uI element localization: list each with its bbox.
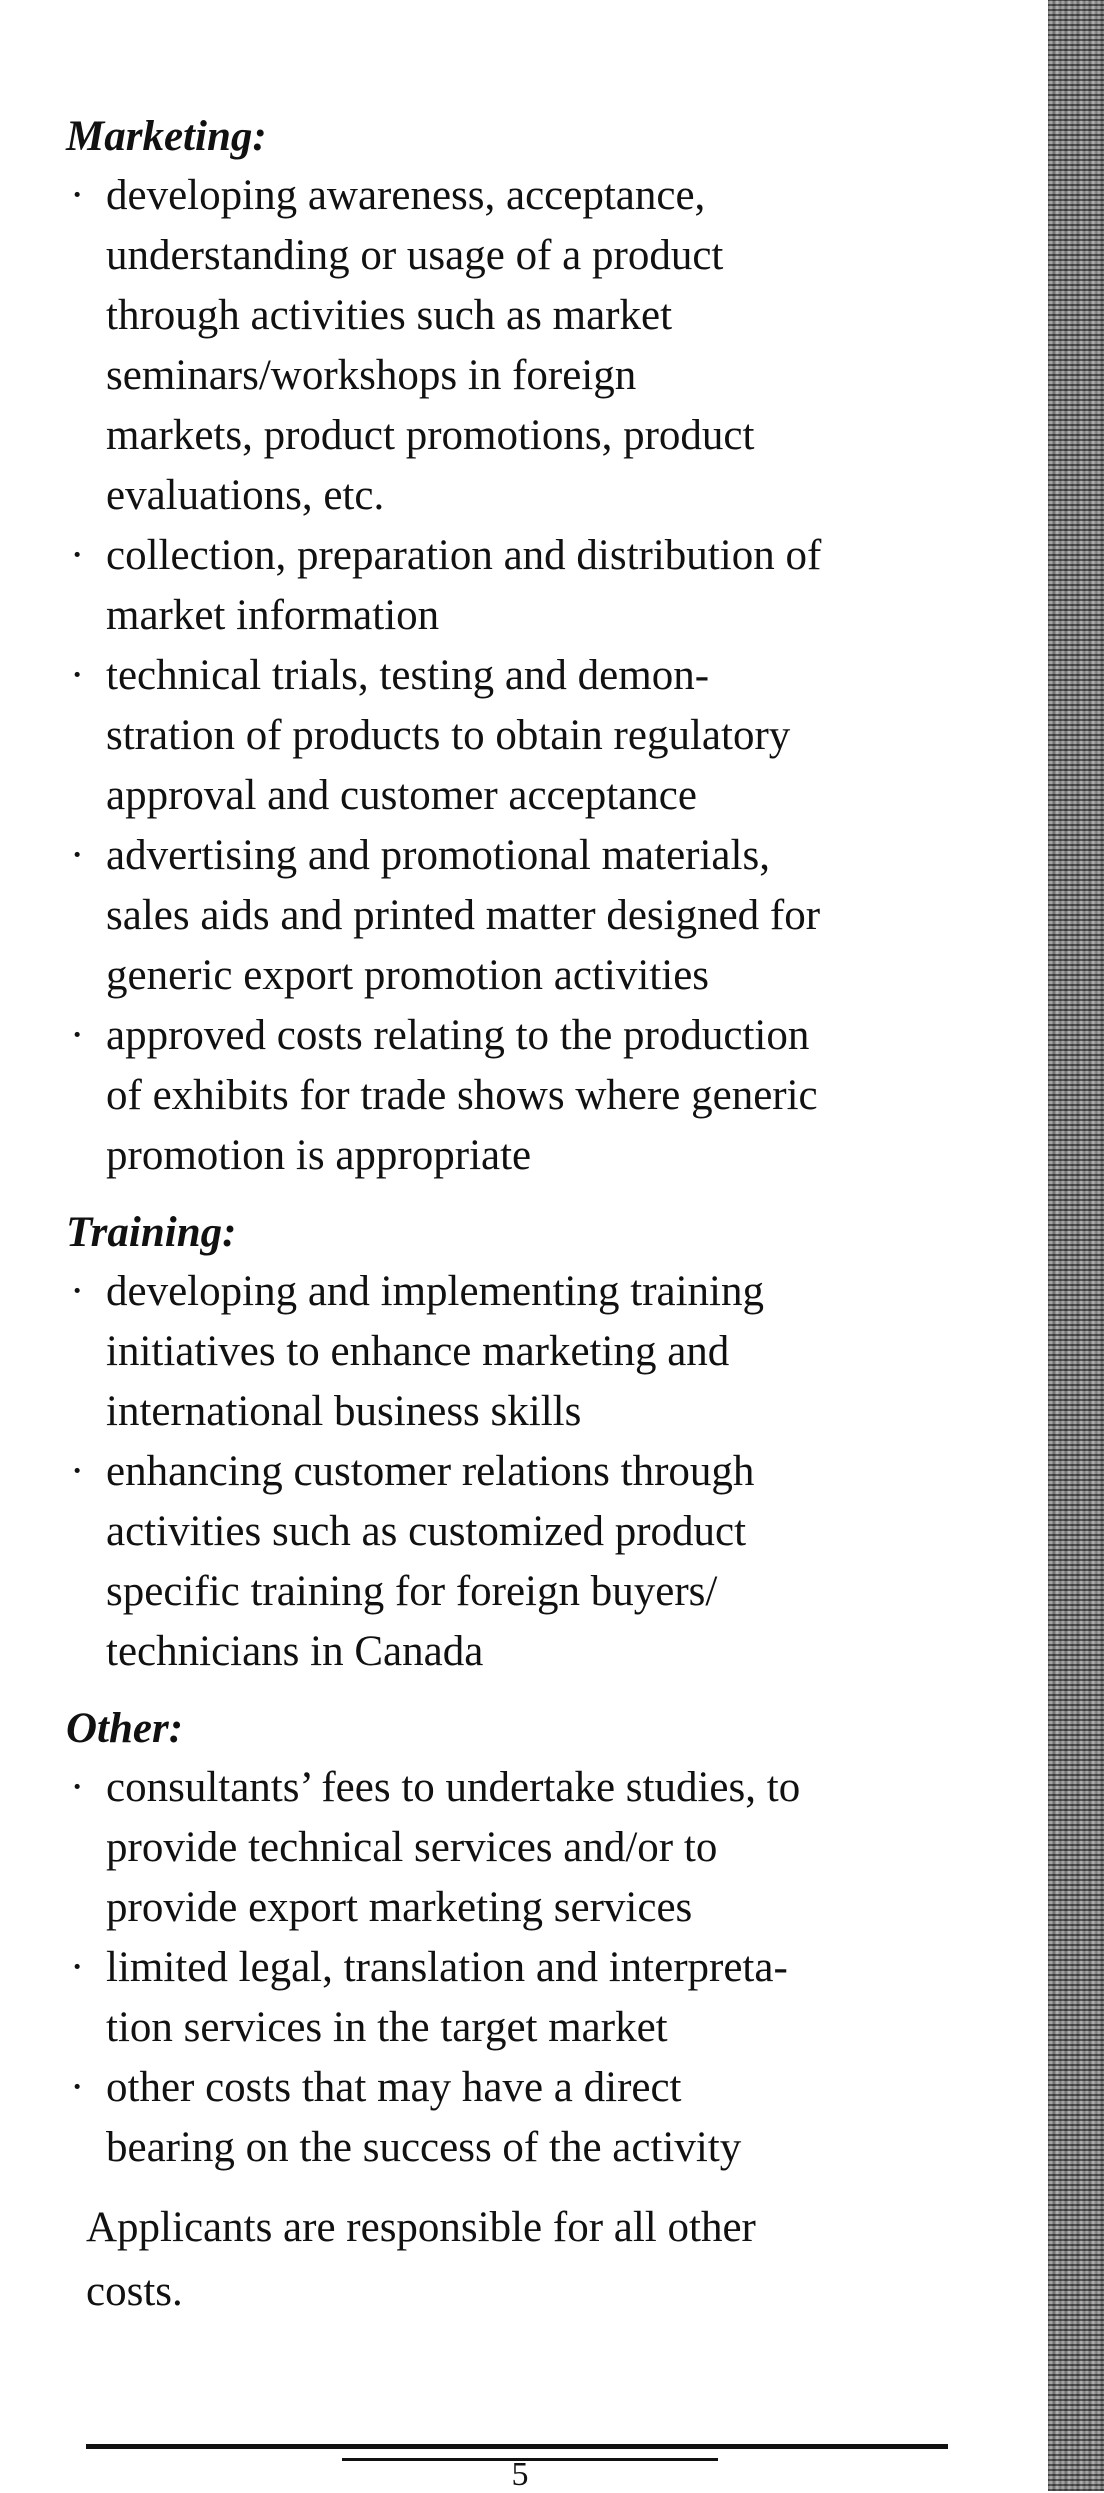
section-heading: Training: <box>66 1209 237 1256</box>
list-item-text: advertising and promotional materials, sales aids and printed matter designed for generic export promotion activities <box>106 832 821 999</box>
section-training <box>66 1204 966 1682</box>
bullet-icon: · <box>70 172 85 219</box>
list-item <box>66 2058 966 2178</box>
item-list <box>66 1262 966 1682</box>
list-item-text: approved costs relating to the production of exhibits for trade shows where generic promotion is appropriate <box>106 1012 818 1179</box>
list-item <box>66 1442 966 1682</box>
bullet-icon: · <box>70 1268 85 1315</box>
section-other <box>66 1700 966 2178</box>
item-list <box>66 1758 966 2178</box>
list-item <box>66 1262 966 1442</box>
bullet-icon: · <box>70 1448 85 1495</box>
list-item <box>66 646 966 826</box>
list-item-text: consultants’ fees to undertake studies, to provide technical services and/or to provide export marketing services <box>106 1764 801 1931</box>
list-item-text: developing awareness, acceptance, understanding or usage of a product through activities such as market seminars/workshops in foreign markets, product promotions, product evaluations, etc. <box>106 172 755 519</box>
list-item-text: collection, preparation and distribution of market information <box>106 532 822 639</box>
list-item-text: other costs that may have a direct bearing on the success of the activity <box>106 2064 742 2171</box>
section-heading: Other: <box>66 1705 184 1752</box>
bullet-icon: · <box>70 2064 85 2111</box>
list-item-text: limited legal, translation and interpreta- tion services in the target market <box>106 1944 788 2051</box>
bullet-icon: · <box>70 652 85 699</box>
list-item-text: developing and implementing training initiatives to enhance marketing and international business skills <box>106 1268 764 1435</box>
bullet-icon: · <box>70 1012 85 1059</box>
section-marketing <box>66 108 966 1186</box>
bullet-icon: · <box>70 532 85 579</box>
bullet-icon: · <box>70 1944 85 1991</box>
section-heading: Marketing: <box>66 113 267 160</box>
list-item <box>66 526 966 646</box>
scanned-edge-strip <box>1048 0 1104 2491</box>
item-list <box>66 166 966 1186</box>
page-number: 5 <box>511 2456 529 2493</box>
content-area <box>66 108 966 2324</box>
list-item <box>66 1006 966 1186</box>
bullet-icon: · <box>70 1764 85 1811</box>
closing-note: Applicants are responsible for all other costs. <box>86 2204 756 2315</box>
list-item-text: enhancing customer relations through activities such as customized product specific training for foreign buyers/ technicians in Canada <box>106 1448 755 1675</box>
bullet-icon: · <box>70 832 85 879</box>
list-item <box>66 1938 966 2058</box>
list-item <box>66 826 966 1006</box>
list-item-text: technical trials, testing and demon- stration of products to obtain regulatory approval and customer acceptance <box>106 652 791 819</box>
list-item <box>66 1758 966 1938</box>
list-item <box>66 166 966 526</box>
footer-rule <box>86 2444 948 2449</box>
